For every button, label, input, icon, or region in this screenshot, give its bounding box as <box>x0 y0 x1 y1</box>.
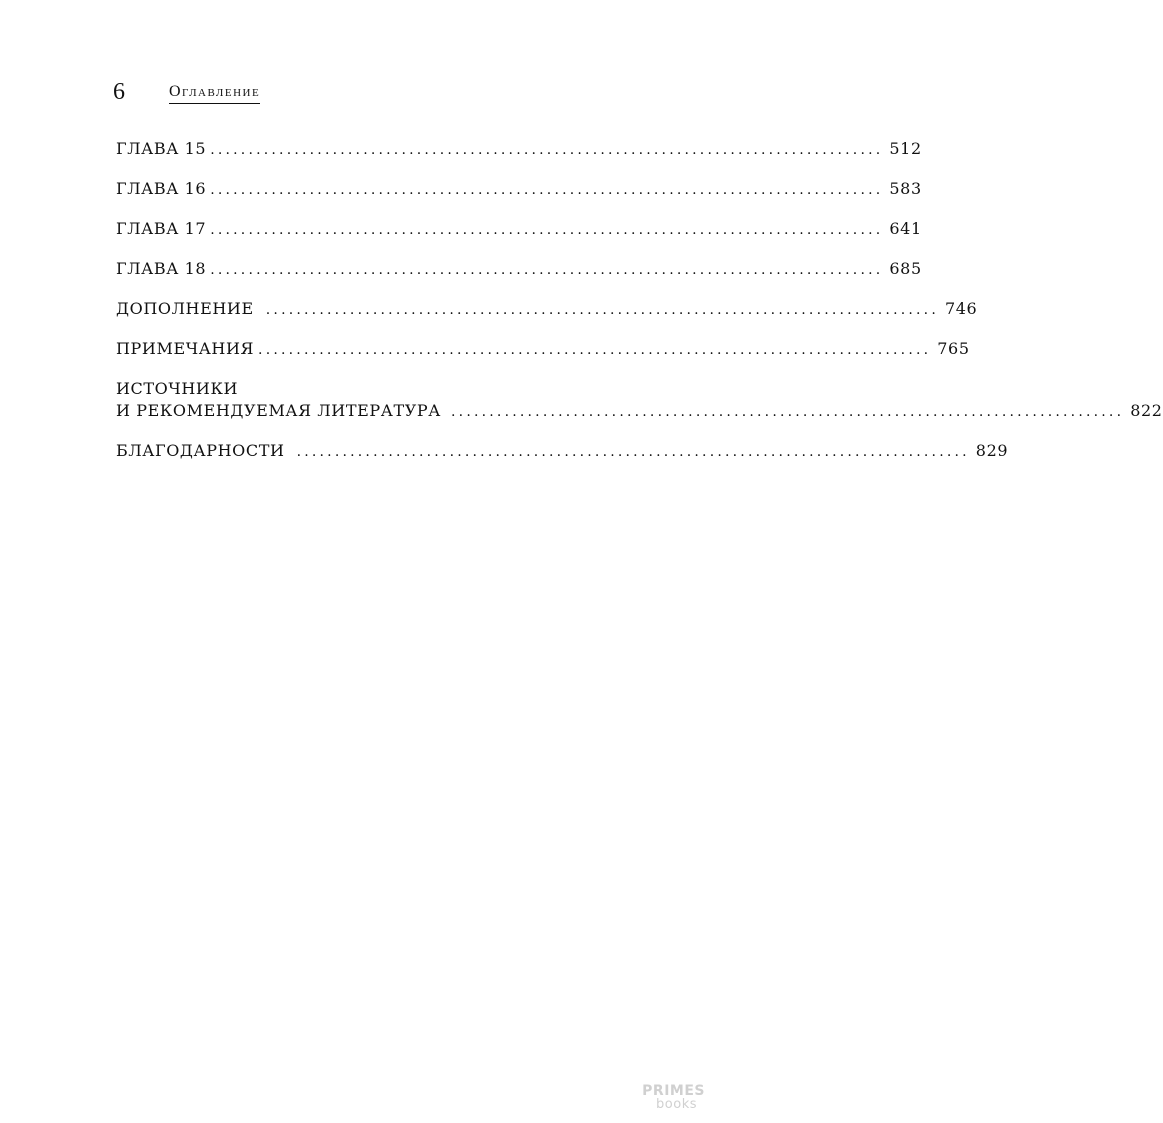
toc-leader: ........................................................................................ <box>210 222 884 238</box>
toc-entry-title: ГЛАВА 18 <box>116 259 207 278</box>
toc-entry-title: ПРИМЕЧАНИЯ <box>116 339 255 358</box>
toc-entry-title-line2: И РЕКОМЕНДУЕМАЯ ЛИТЕРАТУРА <box>116 401 442 420</box>
toc-entry-chapter-18 <box>116 258 922 280</box>
toc-entry-acknowledgements <box>116 440 1009 462</box>
toc-entry-title: ГЛАВА 15 <box>116 139 207 158</box>
watermark-line2: books <box>656 1097 697 1112</box>
watermark-line1: PRIMES <box>642 1083 705 1099</box>
toc-entry-appendix <box>116 298 978 320</box>
toc-entry-line2 <box>116 400 1163 422</box>
toc-leader: ........................................................................................ <box>265 302 939 318</box>
toc-entry-chapter-15 <box>116 138 922 160</box>
toc-leader: ........................................................................................ <box>451 404 1125 420</box>
toc-entry-title: ГЛАВА 16 <box>116 179 207 198</box>
toc-entry-title-line1: ИСТОЧНИКИ <box>116 379 238 398</box>
toc-entry-page: 641 <box>889 219 922 238</box>
toc-entry-chapter-17 <box>116 218 922 240</box>
table-of-contents <box>116 138 1163 480</box>
toc-entry-sources <box>116 378 1163 422</box>
toc-entry-page: 685 <box>889 259 922 278</box>
running-head: Оглавление <box>169 82 260 104</box>
toc-entry-notes <box>116 338 970 360</box>
toc-entry-title: БЛАГОДАРНОСТИ <box>116 441 285 460</box>
toc-entry-page: 746 <box>944 299 978 318</box>
toc-entry-page: 765 <box>937 339 970 358</box>
toc-entry-title: ГЛАВА 17 <box>116 219 207 238</box>
toc-entry-title: ДОПОЛНЕНИЕ <box>116 299 254 318</box>
publisher-watermark <box>642 1085 705 1111</box>
toc-leader: ........................................................................................ <box>210 182 884 198</box>
toc-leader: ........................................................................................ <box>258 342 932 358</box>
toc-leader: ........................................................................................ <box>210 142 884 158</box>
toc-entry-chapter-16 <box>116 178 922 200</box>
toc-leader: ........................................................................................ <box>210 262 884 278</box>
toc-entry-page: 512 <box>889 139 922 158</box>
toc-leader: ........................................................................................ <box>296 444 970 460</box>
toc-entry-page: 822 <box>1130 401 1163 420</box>
page-number: 6 <box>113 79 125 105</box>
toc-entry-page: 583 <box>889 179 922 198</box>
toc-entry-page: 829 <box>975 441 1009 460</box>
